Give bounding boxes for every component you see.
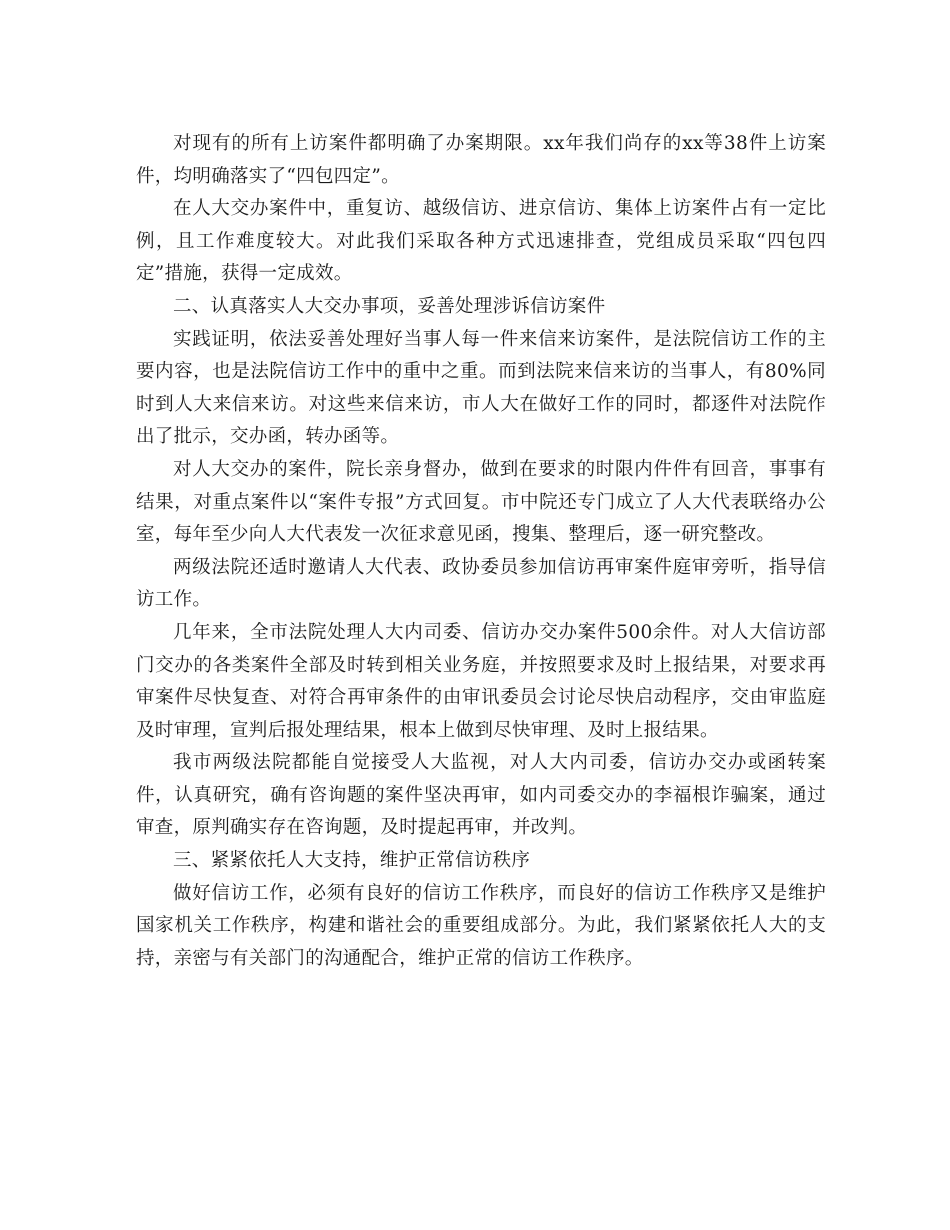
- paragraph-case-deadlines: 对现有的所有上访案件都明确了办案期限。xx年我们尚存的xx等38件上访案件，均明确落实了“四包四定”。: [136, 133, 826, 187]
- paragraph-president-supervision: 对人大交办的案件，院长亲身督办，做到在要求的时限内件件有回音，事事有结果，对重点案件以“案件专报”方式回复。市中院还专门成立了人大代表联络办公室，每年至少向人大代表发一次征求意见函，搜集、整理后，逐一研究整改。: [136, 458, 826, 546]
- document-body: [136, 128, 826, 975]
- paragraph-npc-assigned-cases: 在人大交办案件中，重复访、越级信访、进京信访、集体上访案件占有一定比例，且工作难度较大。对此我们采取各种方式迅速排查，党组成员采取“四包四定”措施，获得一定成效。: [136, 198, 826, 285]
- section-heading-3: 三、紧紧依托人大支持，维护正常信访秩序: [173, 850, 531, 872]
- section-heading-2: 二、认真落实人大交办事项，妥善处理涉诉信访案件: [173, 295, 606, 317]
- paragraph-accept-supervision: 我市两级法院都能自觉接受人大监视，对人大内司委，信访办交办或函转案件，认真研究，确有咨询题的案件坚决再审，如内司委交办的李福根诈骗案，通过审查，原判确实存在咨询题，及时提起再审，并改判。: [136, 752, 826, 839]
- paragraph-petition-order: 做好信访工作，必须有良好的信访工作秩序，而良好的信访工作秩序又是维护国家机关工作秩序，构建和谐社会的重要组成部分。为此，我们紧紧依托人大的支持，亲密与有关部门的沟通配合，维护正常的信访工作秩序。: [136, 882, 826, 969]
- paragraph-practice-proves: 实践证明，依法妥善处理好当事人每一件来信来访案件，是法院信访工作的主要内容，也是法院信访工作中的重中之重。而到法院来信来访的当事人，有80%同时到人大来信来访。对这些来信来访，市人大在做好工作的同时，都逐件对法院作出了批示，交办函，转办函等。: [136, 328, 826, 448]
- paragraph-invite-representatives: 两级法院还适时邀请人大代表、政协委员参加信访再审案件庭审旁听，指导信访工作。: [136, 556, 826, 611]
- paragraph-cases-handled: 几年来，全市法院处理人大内司委、信访办交办案件500余件。对人大信访部门交办的各类案件全部及时转到相关业务庭，并按照要求及时上报结果，对要求再审案件尽快复查、对符合再审条件的由审讯委员会讨论尽快启动程序，交由审监庭及时审理，宣判后报处理结果，根本上做到尽快审理、及时上报结果。: [136, 621, 826, 741]
